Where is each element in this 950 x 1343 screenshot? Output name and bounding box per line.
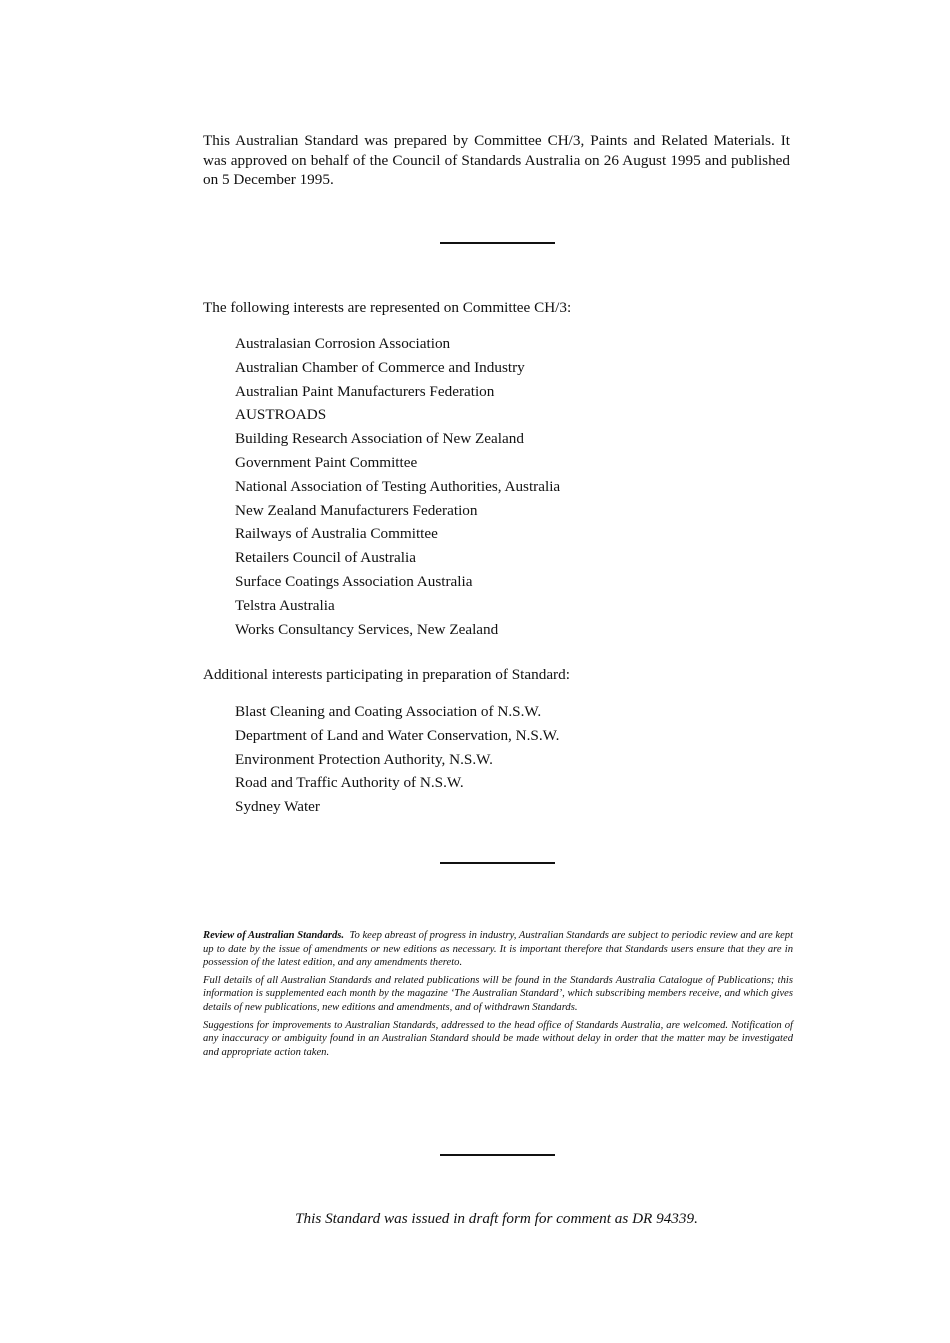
list-item: Australian Chamber of Commerce and Industry	[235, 358, 525, 376]
divider-rule-3	[440, 1154, 555, 1156]
list-item: Retailers Council of Australia	[235, 549, 416, 567]
review-title: Review of Australian Standards.	[203, 930, 345, 941]
list-item: Blast Cleaning and Coating Association of N.S.W.	[235, 703, 542, 720]
list-item: Surface Coatings Association Australia	[235, 572, 473, 590]
list-item: Telstra Australia	[235, 596, 335, 614]
review-paragraph	[203, 929, 793, 970]
list-item: Works Consultancy Services, New Zealand	[235, 620, 499, 638]
list-item: Australasian Corrosion Association	[235, 335, 451, 352]
draft-note: This Standard was issued in draft form for comment as DR 94339.	[295, 1210, 698, 1227]
committee-heading: The following interests are represented on Committee CH/3:	[203, 299, 572, 316]
list-item: Australian Paint Manufacturers Federation	[235, 382, 495, 400]
review-notes	[203, 929, 793, 1063]
list-item: New Zealand Manufacturers Federation	[235, 501, 478, 519]
list-item: Sydney Water	[235, 798, 320, 816]
list-item: AUSTROADS	[235, 406, 327, 424]
committee-member-list	[235, 332, 560, 641]
list-item: National Association of Testing Authorities, Australia	[235, 477, 561, 495]
intro-paragraph: This Australian Standard was prepared by Committee CH/3, Paints and Related Materials. It was approved on behalf of the Council of Standards Australia on 26 August 1995 and published on 5 December 1995.	[203, 132, 790, 188]
additional-interests-heading: Additional interests participating in preparation of Standard:	[203, 666, 570, 683]
additional-member-list	[235, 700, 559, 819]
list-item: Building Research Association of New Zealand	[235, 430, 524, 448]
list-item: Road and Traffic Authority of N.S.W.	[235, 774, 464, 792]
list-item: Government Paint Committee	[235, 453, 418, 471]
list-item: Railways of Australia Committee	[235, 525, 438, 543]
suggestions-paragraph: Suggestions for improvements to Australian Standards, addressed to the head office of Standards Australia, are welcomed. Notification of any inaccuracy or ambiguity found in an Australian Standard should be made without delay in order that the matter may be investigated and appropriate action taken.	[203, 1019, 793, 1058]
review-text: To keep abreast of progress in industry, Australian Standards are subject to periodic review and are kept up to date by the issue of amendments or new editions as necessary. It is important therefore that Standards users ensure that they are in possession of the latest edition, and any amendments thereto.	[203, 930, 794, 969]
details-paragraph: Full details of all Australian Standards and related publications will be found in the Standards Australia Catalogue of Publications; this information is supplemented each month by the magazine ‘The Australian Standard’, which subscribing members receive, and which gives details of new publications, new editions and amendments, and of withdrawn Standards.	[203, 974, 793, 1013]
list-item: Environment Protection Authority, N.S.W.	[235, 750, 493, 768]
list-item: Department of Land and Water Conservation, N.S.W.	[235, 726, 560, 744]
divider-rule-2	[440, 862, 555, 864]
divider-rule-1	[440, 242, 555, 244]
